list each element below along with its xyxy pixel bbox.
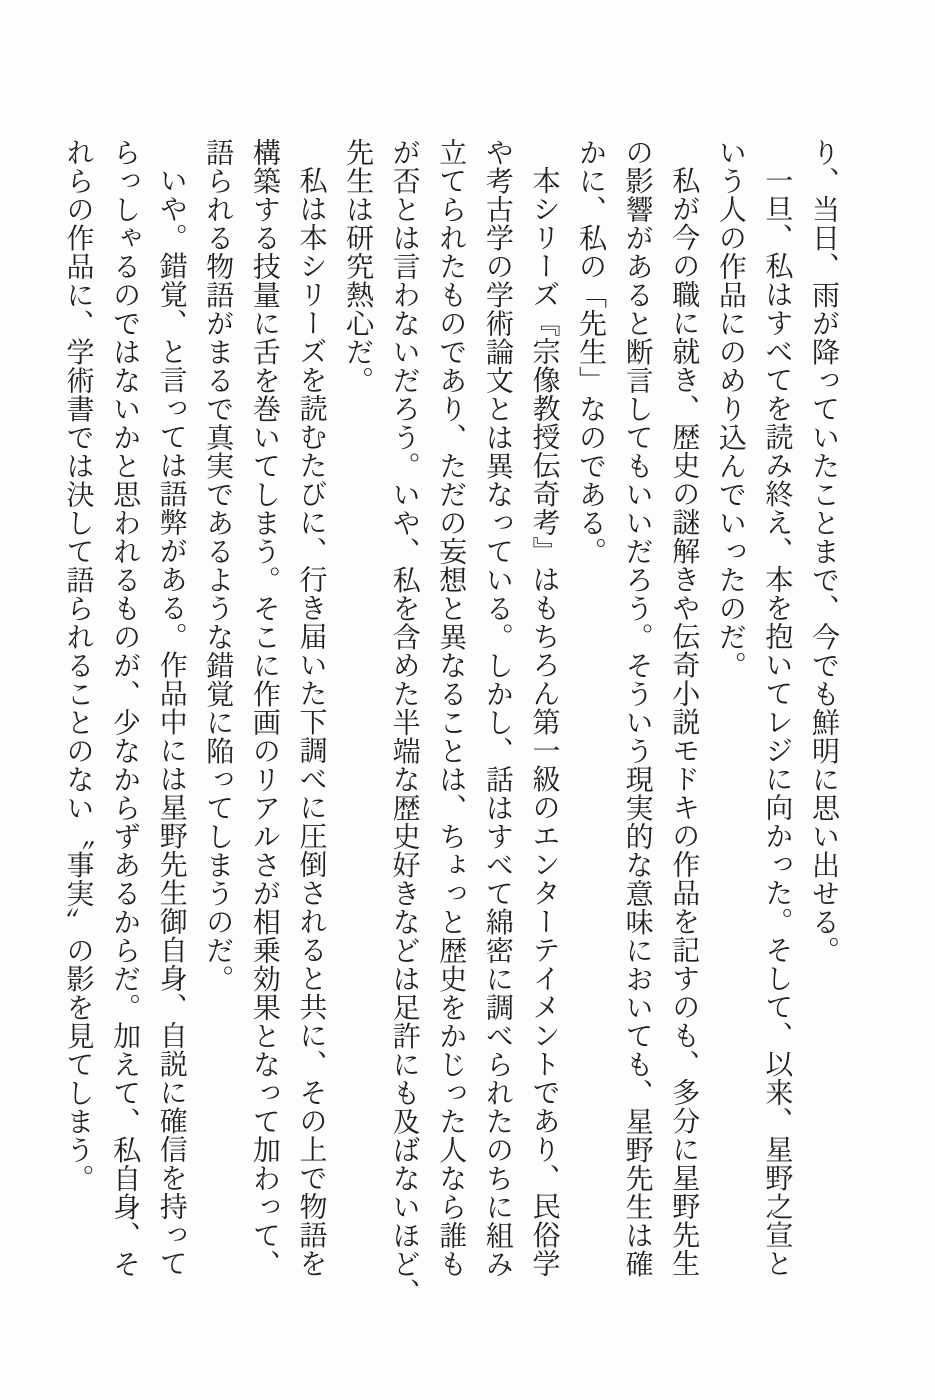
text-column: れらの作品に、学術書では決して語られることのない〝事実〟の影を見てしまう。 bbox=[62, 138, 96, 1193]
text-column: 語られる物語がまるで真実であるような錯覚に陥ってしまうのだ。 bbox=[202, 138, 236, 993]
text-column: が否とは言わないだろう。いや、私を含めた半端な歴史好きなどは足許にも及ばないほど、 bbox=[388, 138, 422, 1307]
text-column: や考古学の学術論文とは異なっている。しかし、話はすべて綿密に調べられたのちに組み bbox=[481, 138, 515, 1278]
text-column: 一旦、私はすべてを読み終え、本を抱いてレジに向かった。そして、以来、星野之宣と bbox=[761, 166, 795, 1278]
text-column: 構築する技量に舌を巻いてしまう。そこに作画のリアルさが相乗効果となって加わって、 bbox=[248, 138, 282, 1278]
text-column: の影響があると断言してもいいだろう。そういう現実的な意味においても、星野先生は確 bbox=[621, 138, 655, 1278]
text-column: 先生は研究熱心だ。 bbox=[342, 138, 376, 395]
text-column: 私が今の職に就き、歴史の謎解きや伝奇小説モドキの作品を記すのも、多分に星野先生 bbox=[668, 166, 702, 1278]
text-column: いう人の作品にのめり込んでいったのだ。 bbox=[714, 138, 748, 680]
text-column: らっしゃるのではないかと思われるものが、少なからずあるからだ。加えて、私自身、そ bbox=[109, 138, 143, 1278]
text-column: 立てられたものであり、ただの妄想と異なることは、ちょっと歴史をかじった人なら誰も bbox=[435, 138, 469, 1278]
text-column: いや。錯覚、と言っては語弊がある。作品中には星野先生御自身、自説に確信を持って bbox=[155, 166, 189, 1278]
text-column: り、当日、雨が降っていたことまで、今でも鮮明に思い出せる。 bbox=[808, 138, 841, 965]
text-column: かに、私の「先生」なのである。 bbox=[575, 138, 609, 566]
text-block bbox=[53, 138, 847, 1307]
text-column: 私は本シリーズを読むたびに、行き届いた下調べに圧倒されると共に、その上で物語を bbox=[295, 166, 329, 1278]
text-column: 本シリーズ『宗像教授伝奇考』はもちろん第一級のエンターテイメントであり、民俗学 bbox=[528, 166, 562, 1278]
